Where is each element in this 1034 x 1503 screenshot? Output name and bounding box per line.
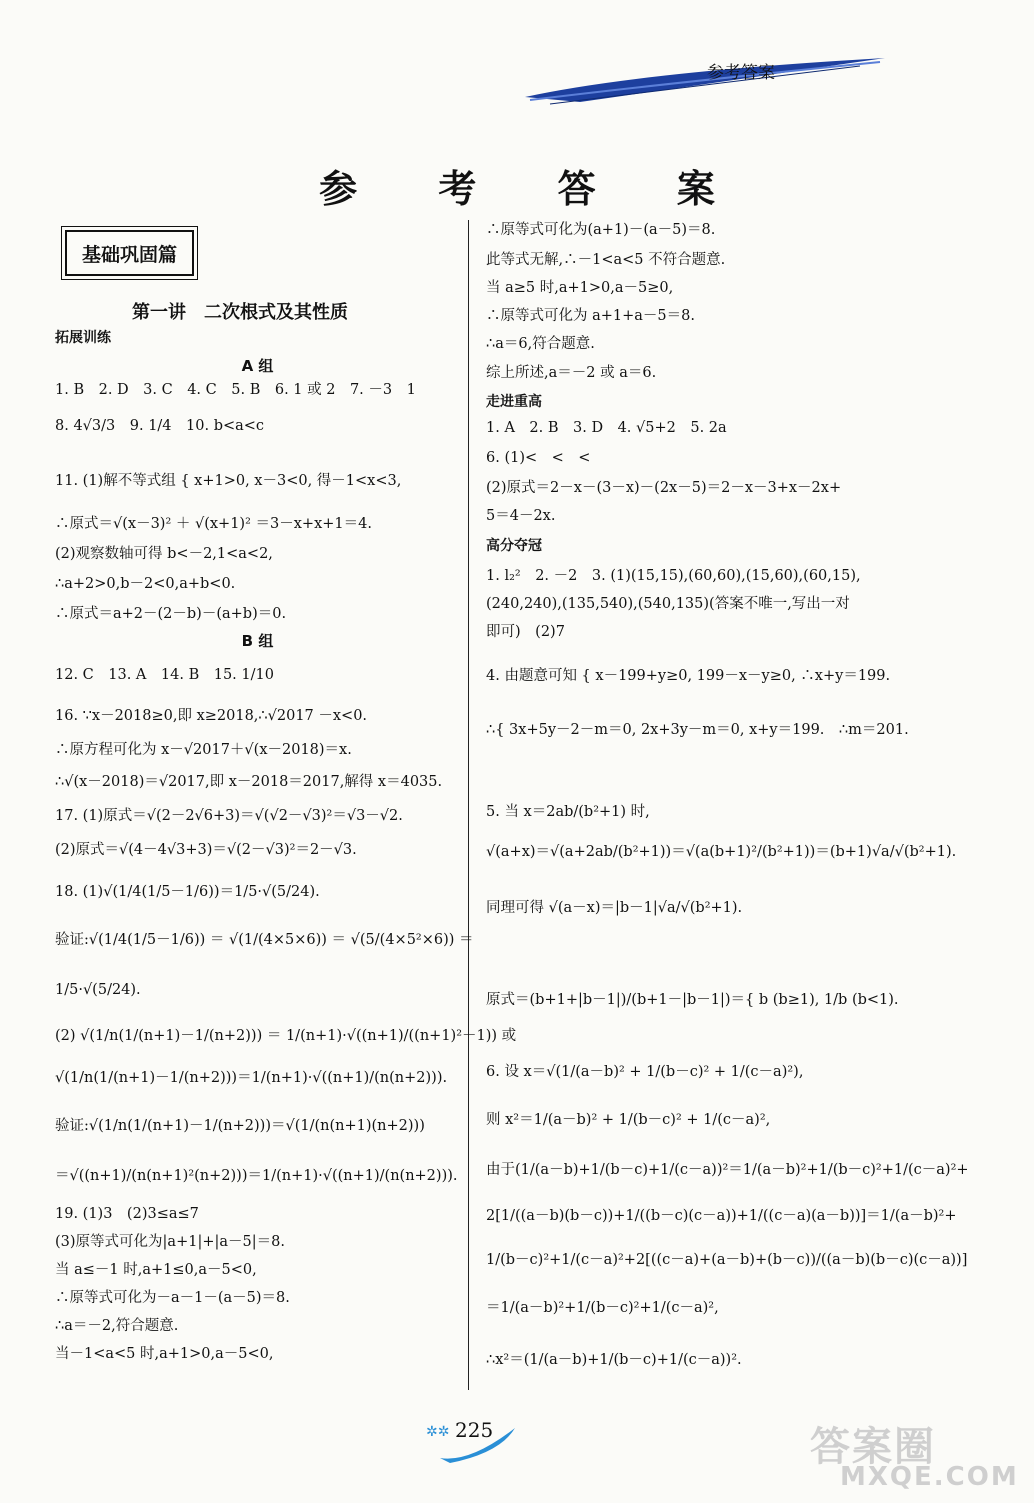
right-answer-line: 走进重高 xyxy=(486,394,542,410)
right-answer-line: 由于(1/(a－b)+1/(b－c)+1/(c－a))²＝1/(a－b)²+1/(b－c)²+1/(c－a)²+ xyxy=(486,1162,969,1178)
section-heading: 基础巩固篇 xyxy=(65,230,194,276)
page-number: 225 xyxy=(455,1418,494,1442)
right-answer-line: 1. l₂² 2. －2 3. (1)(15,15),(60,60),(15,60),(60,15), xyxy=(486,568,861,584)
page-title: 参 考 答 案 xyxy=(319,167,749,211)
left-answer-line: 验证:√(1/n(1/(n+1)－1/(n+2)))＝√(1/(n(n+1)(n+2))) xyxy=(55,1118,425,1134)
right-answer-line: ∴x²＝(1/(a－b)+1/(b－c)+1/(c－a))². xyxy=(486,1352,742,1368)
right-answer-line: 5＝4－2x. xyxy=(486,508,556,524)
left-answer-line: ∴原式＝a+2－(2－b)－(a+b)＝0. xyxy=(55,606,287,622)
right-answer-line: 则 x²＝1/(a－b)² + 1/(b－c)² + 1/(c－a)², xyxy=(486,1112,771,1128)
right-answer-line: 1. A 2. B 3. D 4. √5+2 5. 2a xyxy=(486,420,727,436)
left-answer-line: 8. 4√3/3 9. 1/4 10. b<a<c xyxy=(55,418,265,434)
left-answer-line: ∴原式＝√(x－3)² ＋ √(x+1)² ＝3－x+x+1＝4. xyxy=(55,516,372,532)
right-answer-line: 1/(b－c)²+1/(c－a)²+2[((c－a)+(a－b)+(b－c))/((a－b)(b－c)(c－a))] xyxy=(486,1252,968,1268)
left-answer-line: 17. (1)原式＝√(2－2√6+3)＝√(√2－√3)²＝√3－√2. xyxy=(55,808,403,824)
right-answer-line: 6. 设 x＝√(1/(a－b)² + 1/(b－c)² + 1/(c－a)²), xyxy=(486,1064,804,1080)
left-answer-line: 当 a≤－1 时,a+1≤0,a－5<0, xyxy=(55,1262,257,1278)
right-answer-line: (2)原式＝2－x－(3－x)－(2x－5)＝2－x－3+x－2x+ xyxy=(486,480,842,496)
left-answer-line: ＝√((n+1)/(n(n+1)²(n+2)))＝1/(n+1)·√((n+1)/(n(n+2))). xyxy=(55,1168,458,1184)
right-answer-line: 高分夺冠 xyxy=(486,538,542,554)
left-answer-line: (2)观察数轴可得 b<－2,1<a<2, xyxy=(55,546,273,562)
right-answer-line: ∴原等式可化为 a+1+a－5＝8. xyxy=(486,308,695,324)
left-answer-line: ∴a＝－2,符合题意. xyxy=(55,1318,179,1334)
header-swoosh xyxy=(520,52,890,107)
right-answer-line: 6. (1)< < < xyxy=(486,450,591,466)
left-answer-line: 拓展训练 xyxy=(55,330,111,346)
left-answer-line: (3)原等式可化为|a+1|+|a－5|＝8. xyxy=(55,1234,285,1250)
left-answer-line: (2)原式＝√(4－4√3+3)＝√(2－√3)²＝2－√3. xyxy=(55,842,357,858)
left-answer-line: 当－1<a<5 时,a+1>0,a－5<0, xyxy=(55,1346,274,1362)
left-answer-line: 19. (1)3 (2)3≤a≤7 xyxy=(55,1206,199,1222)
left-answer-line: 12. C 13. A 14. B 15. 1/10 xyxy=(55,667,274,683)
right-answer-line: ＝1/(a－b)²+1/(b－c)²+1/(c－a)², xyxy=(486,1300,719,1316)
right-answer-line: 原式＝(b+1+|b－1|)/(b+1－|b－1|)＝{ b (b≥1), 1/b (b<1). xyxy=(486,992,899,1008)
left-answer-line: A 组 xyxy=(241,357,274,375)
right-answer-line: 此等式无解,∴－1<a<5 不符合题意. xyxy=(486,252,726,268)
left-answer-line: √(1/n(1/(n+1)－1/(n+2)))＝1/(n+1)·√((n+1)/(n(n+2))). xyxy=(55,1070,448,1086)
left-answer-line: B 组 xyxy=(241,632,274,650)
right-answer-line: ∴a＝6,符合题意. xyxy=(486,336,595,352)
right-answer-line: 5. 当 x＝2ab/(b²+1) 时, xyxy=(486,804,650,820)
right-answer-line: ∴{ 3x+5y－2－m＝0, 2x+3y－m＝0, x+y＝199. ∴m＝201. xyxy=(486,722,909,738)
left-answer-line: 验证:√(1/4(1/5－1/6)) ＝ √(1/(4×5×6)) ＝ √(5/(4×5²×6)) ＝ xyxy=(55,932,474,948)
left-answer-line: 1. B 2. D 3. C 4. C 5. B 6. 1 或 2 7. －3 1 xyxy=(55,382,416,398)
left-answer-line: ∴原等式可化为－a－1－(a－5)＝8. xyxy=(55,1290,290,1306)
column-divider xyxy=(468,220,469,1390)
left-answer-line: 11. (1)解不等式组 { x+1>0, x－3<0, 得－1<x<3, xyxy=(55,473,402,489)
right-answer-line: (240,240),(135,540),(540,135)(答案不唯一,写出一对 xyxy=(486,596,850,612)
left-answer-line: (2) √(1/n(1/(n+1)－1/(n+2))) ＝ 1/(n+1)·√((n+1)/((n+1)²－1)) 或 xyxy=(55,1028,517,1044)
right-answer-line: 综上所述,a＝－2 或 a＝6. xyxy=(486,365,657,381)
header-label: 参考答案 xyxy=(707,63,775,83)
right-answer-line: 同理可得 √(a－x)＝|b－1|√a/√(b²+1). xyxy=(486,900,743,916)
lecture-title: 第一讲 二次根式及其性质 xyxy=(132,302,348,323)
right-answer-line: 2[1/((a－b)(b－c))+1/((b－c)(c－a))+1/((c－a)(a－b))]＝1/(a－b)²+ xyxy=(486,1208,957,1224)
left-answer-line: ∴a+2>0,b－2<0,a+b<0. xyxy=(55,576,236,592)
right-answer-line: ∴原等式可化为(a+1)－(a－5)＝8. xyxy=(486,222,716,238)
right-answer-line: √(a+x)＝√(a+2ab/(b²+1))＝√(a(b+1)²/(b²+1))＝(b+1)√a/√(b²+1). xyxy=(486,844,957,860)
left-answer-line: 18. (1)√(1/4(1/5－1/6))＝1/5·√(5/24). xyxy=(55,884,320,900)
watermark-url: MXQE.COM xyxy=(840,1462,1019,1492)
left-answer-line: 16. ∵x－2018≥0,即 x≥2018,∴√2017 －x<0. xyxy=(55,708,368,724)
watermark-logo: 答案圈 xyxy=(810,1424,936,1470)
left-answer-line: ∴原方程可化为 x－√2017＋√(x－2018)＝x. xyxy=(55,742,352,758)
svg-text:✲✲: ✲✲ xyxy=(426,1424,450,1440)
left-answer-line: ∴√(x－2018)＝√2017,即 x－2018＝2017,解得 x＝4035. xyxy=(55,774,443,790)
left-answer-line: 1/5·√(5/24). xyxy=(55,982,141,998)
right-answer-line: 4. 由题意可知 { x－199+y≥0, 199－x－y≥0, ∴x+y＝199. xyxy=(486,668,891,684)
right-answer-line: 即可) (2)7 xyxy=(486,624,565,640)
right-answer-line: 当 a≥5 时,a+1>0,a－5≥0, xyxy=(486,280,674,296)
